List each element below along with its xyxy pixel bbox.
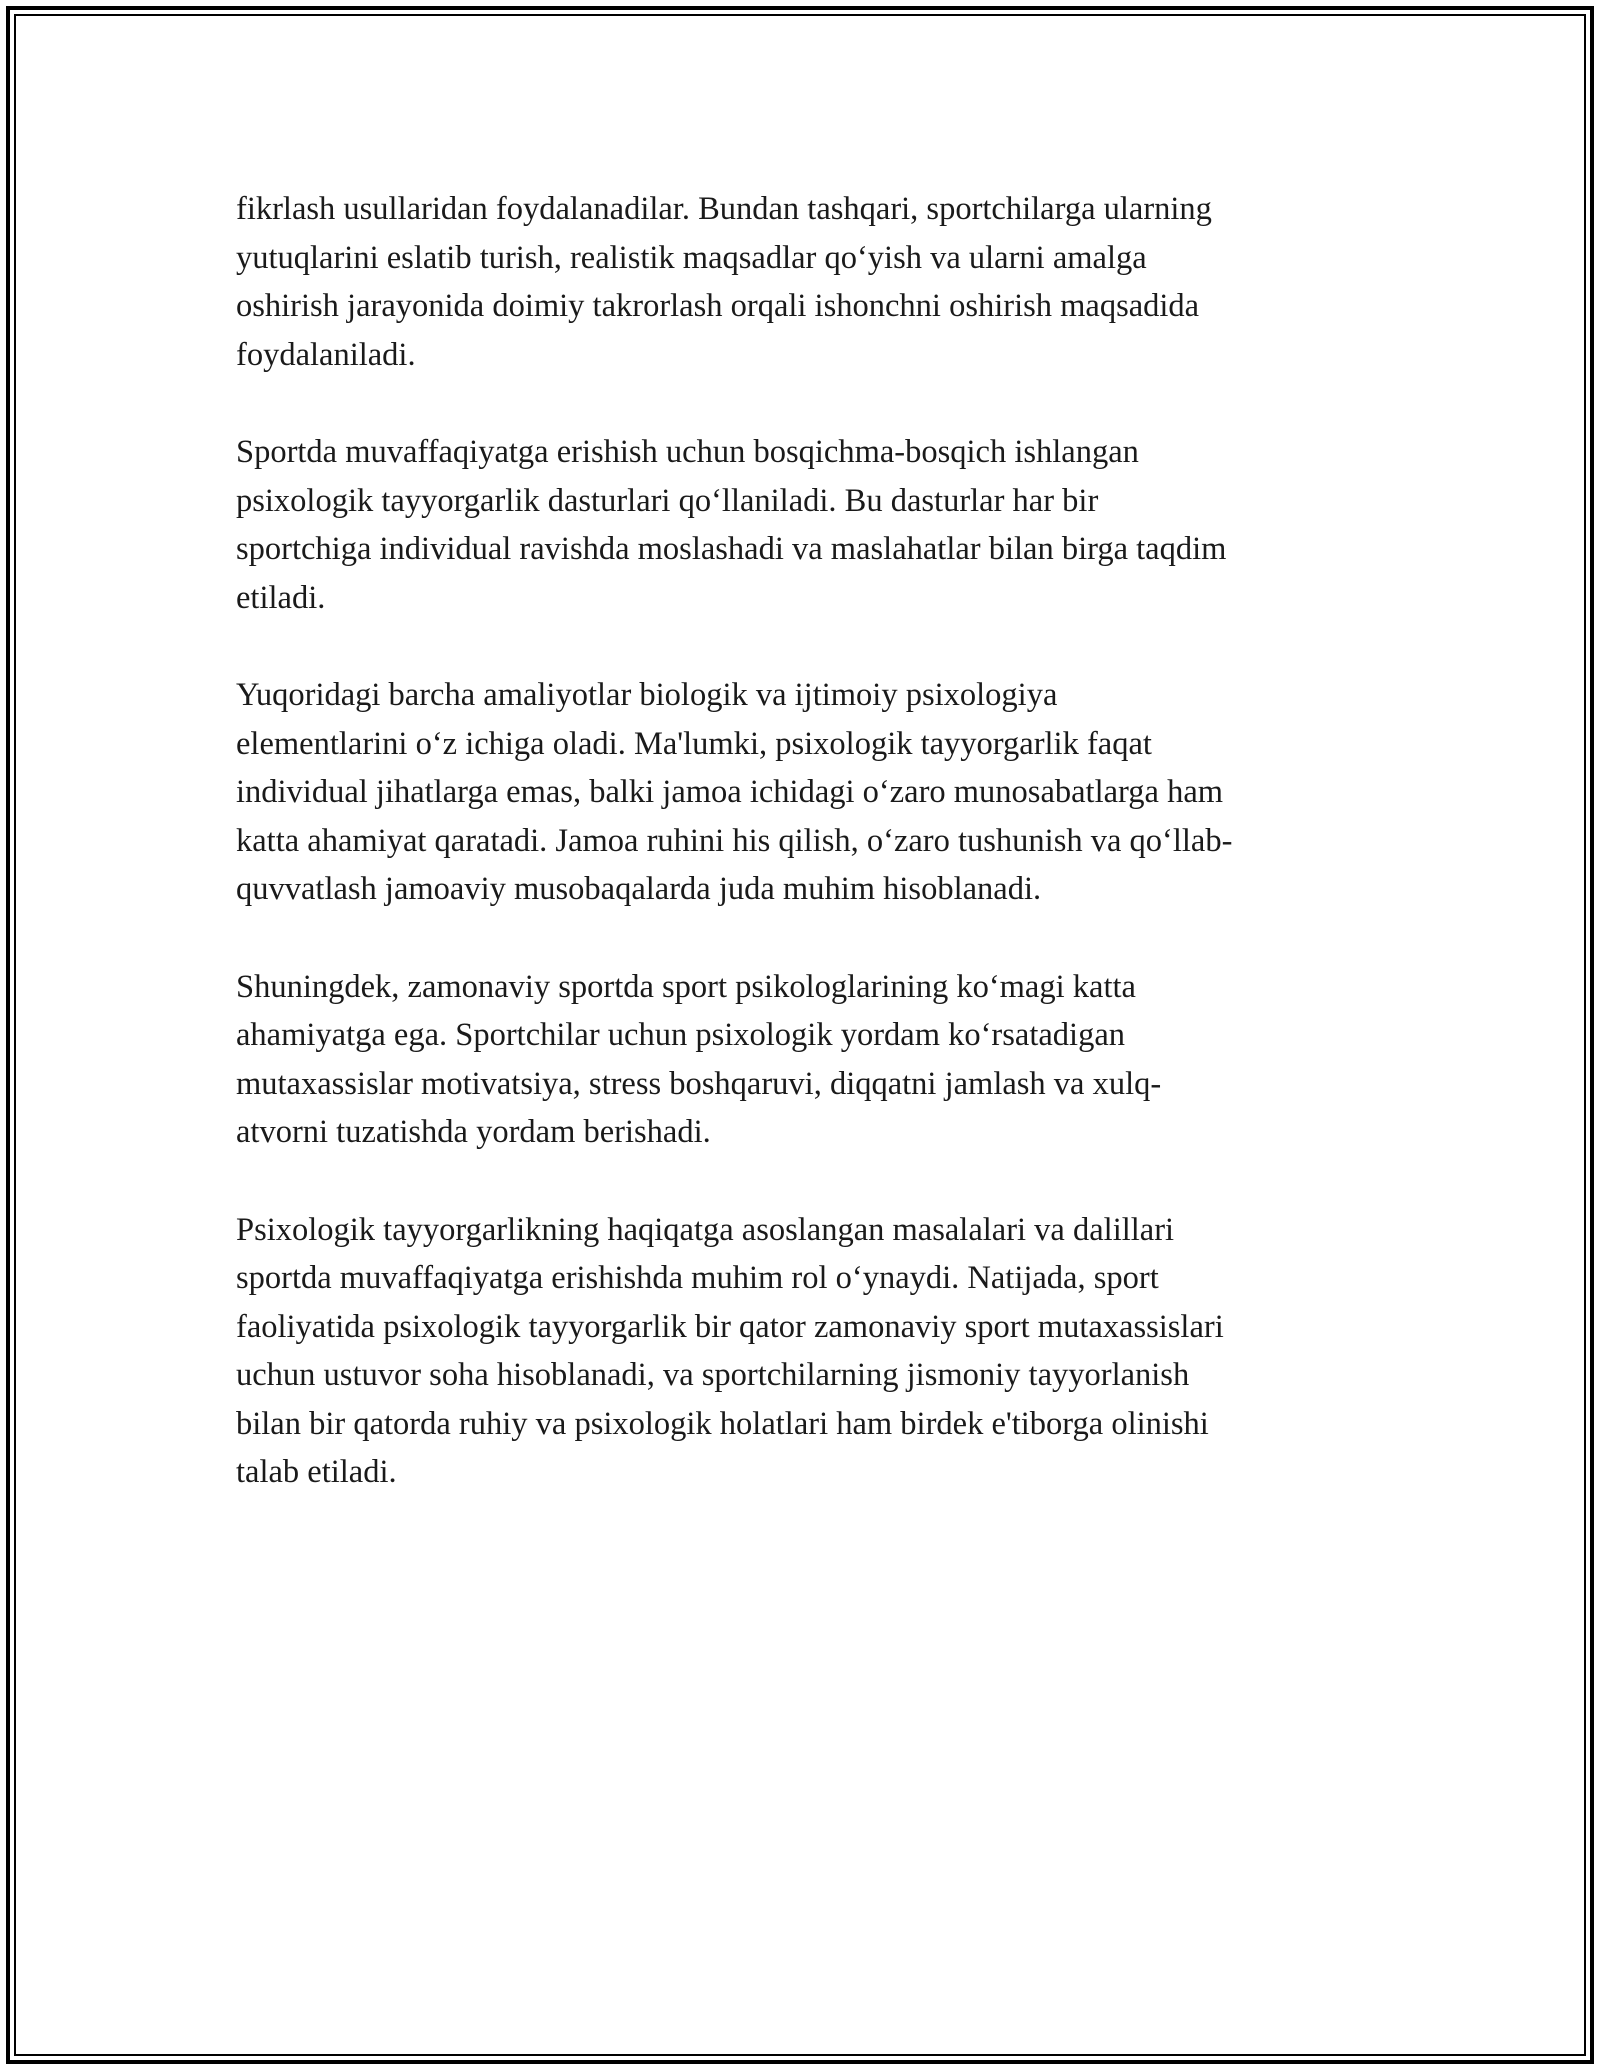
paragraph-5: Psixologik tayyorgarlikning haqiqatga asoslangan masalalari va dalillari sportda muvaffaqiyatga erishishda muhim rol o‘ynaydi. Natijada, sport faoliyatida psixologik tayyorgarlik bir qator zamonaviy sport mutaxassislari uchun ustuvor soha hisoblanadi, va sportchilarning jismoniy tayyorlanish bilan bir qatorda ruhiy va psixologik holatlari ham birdek e'tiborga olinishi talab etiladi. xyxy=(236,1211,1224,1490)
paragraph-3: Yuqoridagi barcha amaliyotlar biologik va ijtimoiy psixologiya elementlarini o‘z ichiga oladi. Ma'lumki, psixologik tayyorgarlik faqat individual jihatlarga emas, balki jamoa ichidagi o‘zaro munosabatlarga ham katta ahamiyat qaratadi. Jamoa ruhini his qilish, o‘zaro tushunish va qo‘llab- quvvatlash jamoaviy musobaqalarda juda muhim hisoblanadi. xyxy=(236,677,1233,907)
document-body xyxy=(236,185,1366,1546)
paragraph-2: Sportda muvaffaqiyatga erishish uchun bosqichma-bosqich ishlangan psixologik tayyorgarlik dasturlari qo‘llaniladi. Bu dasturlar har bir sportchiga individual ravishda moslashadi va maslahatlar bilan birga taqdim etiladi. xyxy=(236,434,1227,616)
paragraph-4: Shuningdek, zamonaviy sportda sport psikologlarining ko‘magi katta ahamiyatga ega. Sportchilar uchun psixologik yordam ko‘rsatadigan mutaxassislar motivatsiya, stress boshqaruvi, diqqatni jamlash va xulq- atvorni tuzatishda yordam berishadi. xyxy=(236,968,1162,1150)
paragraph-1: fikrlash usullaridan foydalanadilar. Bundan tashqari, sportchilarga ularning yutuqlarini eslatib turish, realistik maqsadlar qo‘yish va ularni amalga oshirish jarayonida doimiy takrorlash orqali ishonchni oshirish maqsadida foydalaniladi. xyxy=(236,191,1212,373)
